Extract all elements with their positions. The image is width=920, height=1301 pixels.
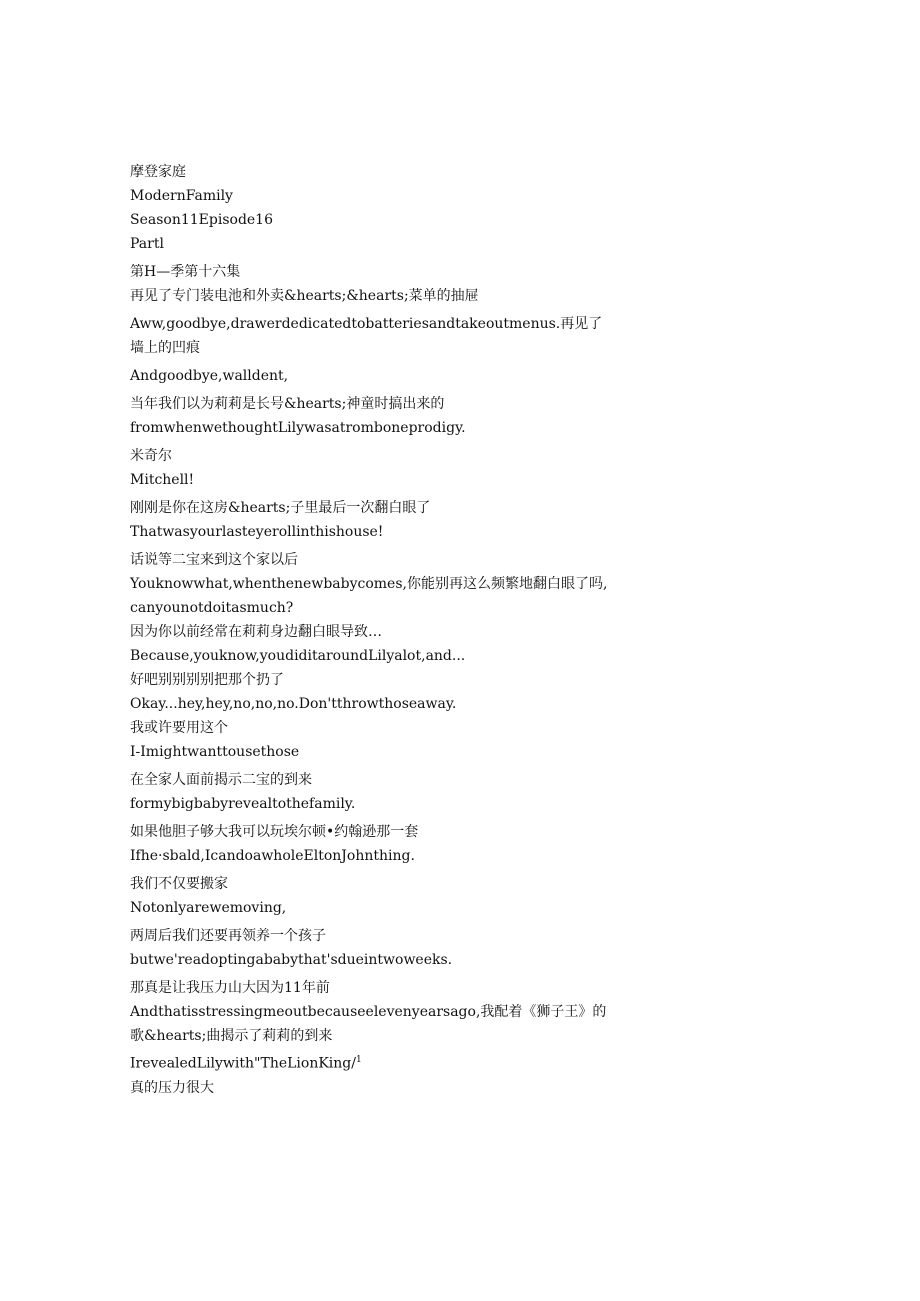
subtitle-line: 当年我们以为莉莉是长号&hearts;神童时搞出来的 <box>130 396 445 412</box>
doc-title-chinese: 摩登家庭 <box>130 164 186 180</box>
subtitle-line: formybigbabyrevealtothefamily. <box>130 796 356 812</box>
subtitle-line: 米奇尔 <box>130 448 172 464</box>
subtitle-line: 真的压力很大 <box>130 1079 214 1096</box>
subtitle-line: 两周后我们还要再领养一个孩子 <box>130 928 326 944</box>
subtitle-line: canyounotdoitasmuch? <box>130 600 294 616</box>
subtitle-line: Aww,goodbye,drawerdedicatedtobatteriesandtakeoutmenus.再见了墙上的凹痕 <box>130 316 603 356</box>
subtitle-line: Because,youknow,youdiditaroundLilyalot,and... <box>130 648 466 664</box>
season-episode: Season11Episode16 <box>130 212 274 228</box>
subtitle-line: 刚刚是你在这房&hearts;子里最后一次翻白眼了 <box>130 500 431 516</box>
subtitle-line: 话说等二宝来到这个家以后 <box>130 552 298 568</box>
subtitle-line: butwe'readoptingababythat'sdueintwoweeks. <box>130 952 453 968</box>
subtitle-line: Mitchell! <box>130 472 195 488</box>
subtitle-line: Notonlyarewemoving, <box>130 900 287 916</box>
subtitle-line: I-Imightwanttousethose <box>130 744 300 760</box>
subtitle-line: fromwhenwethoughtLilywasatromboneprodigy. <box>130 420 466 436</box>
subtitle-line: Okay...hey,hey,no,no,no.Don'tthrowthoseaway. <box>130 696 457 712</box>
subtitle-line: 在全家人面前揭示二宝的到来 <box>130 772 312 788</box>
subtitle-line <box>130 1048 610 1076</box>
subtitle-line: 那真是让我压力山大因为11年前 <box>130 980 330 996</box>
subtitle-line: 我或许要用这个 <box>130 720 228 736</box>
doc-title-english: ModernFamily <box>130 188 233 204</box>
subtitle-text: IrevealedLilywith"TheLionKing/ <box>130 1055 356 1072</box>
subtitle-line: 再见了专门装电池和外卖&hearts;&hearts;菜单的抽屉 <box>130 288 479 304</box>
footnote-mark: 1 <box>355 1055 362 1065</box>
part-label: Partl <box>130 236 164 252</box>
subtitle-line: Andgoodbye,walldent, <box>130 368 289 384</box>
subtitle-line: Ifhe·sbald,IcandoawholeEltonJohnthing. <box>130 848 415 864</box>
subtitle-line: Youknowwhat,whenthenewbabycomes,你能别再这么频繁地翻白眼了吗, <box>130 576 608 592</box>
subtitle-line: 因为你以前经常在莉莉身边翻白眼导致… <box>130 624 382 640</box>
subtitle-line: Andthatisstressingmeoutbecauseelevenyearsago,我配着《狮子王》的歌&hearts;曲揭示了莉莉的到来 <box>130 1004 607 1044</box>
episode-chinese: 第H—季第十六集 <box>130 264 241 280</box>
subtitle-line: 好吧别别别别把那个扔了 <box>130 672 284 688</box>
subtitle-line: 我们不仅要搬家 <box>130 876 228 892</box>
document-body <box>130 160 610 1100</box>
subtitle-line: Thatwasyourlasteyerollinthishouse! <box>130 524 384 540</box>
subtitle-line: 如果他胆子够大我可以玩埃尔顿•约翰逊那一套 <box>130 824 419 840</box>
